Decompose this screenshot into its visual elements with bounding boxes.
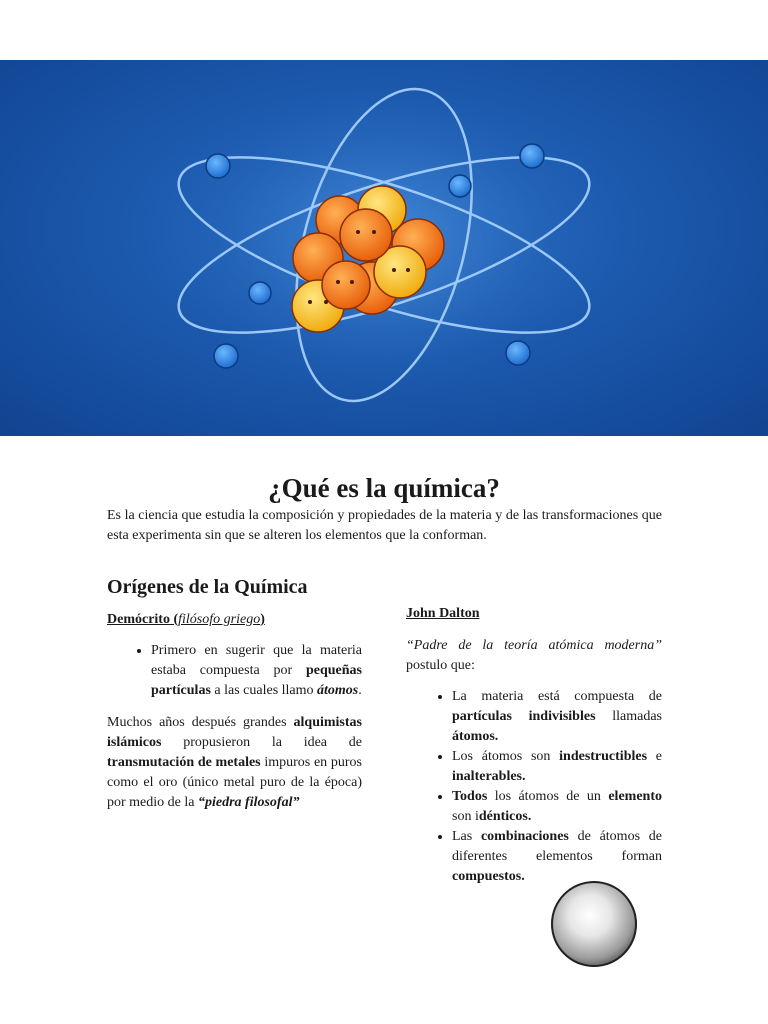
dalton-quote: “Padre de la teoría atómica moderna”: [406, 638, 662, 653]
text: llamadas: [595, 709, 663, 724]
text: Los átomos son: [452, 749, 560, 764]
bold-text: dénticos.: [478, 809, 532, 824]
bold-italic-text: átomos: [317, 683, 359, 698]
bold-text: alquimistas islámicos: [107, 715, 362, 750]
bold-text: inalterables.: [452, 769, 526, 784]
text: Primero en sugerir que la materia estaba compuesta por: [151, 643, 362, 678]
atom-illustration-icon: [0, 60, 768, 436]
bold-italic-text: “piedra filosofal”: [197, 795, 300, 810]
list-item: [452, 787, 662, 827]
text: los átomos de un: [487, 789, 609, 804]
text: e: [647, 749, 662, 764]
text: La materia está compuesta de: [452, 689, 662, 704]
text: Las: [452, 829, 481, 844]
democrito-column: [107, 610, 362, 813]
text: son i: [452, 809, 479, 824]
bold-text: compuestos.: [452, 869, 525, 884]
text: .: [358, 683, 362, 698]
dalton-subheading: John Dalton: [406, 606, 480, 621]
list-item: [452, 687, 662, 747]
text: postulo que:: [406, 658, 475, 673]
democrito-name: Demócrito: [107, 612, 170, 627]
list-item: [151, 641, 362, 701]
dalton-list: [406, 687, 662, 887]
page-title: ¿Qué es la química?: [268, 473, 500, 503]
paren-close: ): [260, 612, 265, 627]
bold-text: transmutación de metales: [107, 755, 261, 770]
intro-paragraph: Es la ciencia que estudia la composición y propiedades de la materia y de las transformaciones que esta experimenta sin que se alteren los elementos que la conforman.: [107, 508, 662, 543]
list-item: [452, 747, 662, 787]
dalton-intro: [406, 636, 662, 676]
text: impuros en puros como el oro (único metal puro de la época) por medio de la: [107, 755, 363, 810]
bold-text: elemento: [608, 789, 662, 804]
text: Muchos años después grandes: [107, 715, 294, 730]
bold-text: Todos: [452, 789, 488, 804]
democrito-subheading: [107, 610, 362, 630]
text: de átomos de diferentes elementos forman: [452, 829, 662, 864]
origins-heading: Orígenes de la Química: [107, 576, 308, 598]
bold-text: pequeñas partículas: [151, 663, 362, 698]
alquimistas-paragraph: [107, 713, 362, 813]
paren-open: (: [169, 612, 179, 627]
dalton-column: [406, 604, 662, 887]
text: a las cuales llamo: [210, 683, 318, 698]
atom-sphere-icon: [551, 881, 637, 967]
bold-text: partículas indivisibles: [452, 709, 596, 724]
democrito-list: [107, 641, 362, 701]
bold-text: indestructibles: [559, 749, 648, 764]
list-item: [452, 827, 662, 887]
text: propusieron la idea de: [161, 735, 362, 750]
democrito-role: filósofo griego: [178, 612, 261, 627]
bold-text: combinaciones: [480, 829, 569, 844]
bold-text: átomos.: [452, 729, 499, 744]
header-banner: [0, 60, 768, 436]
